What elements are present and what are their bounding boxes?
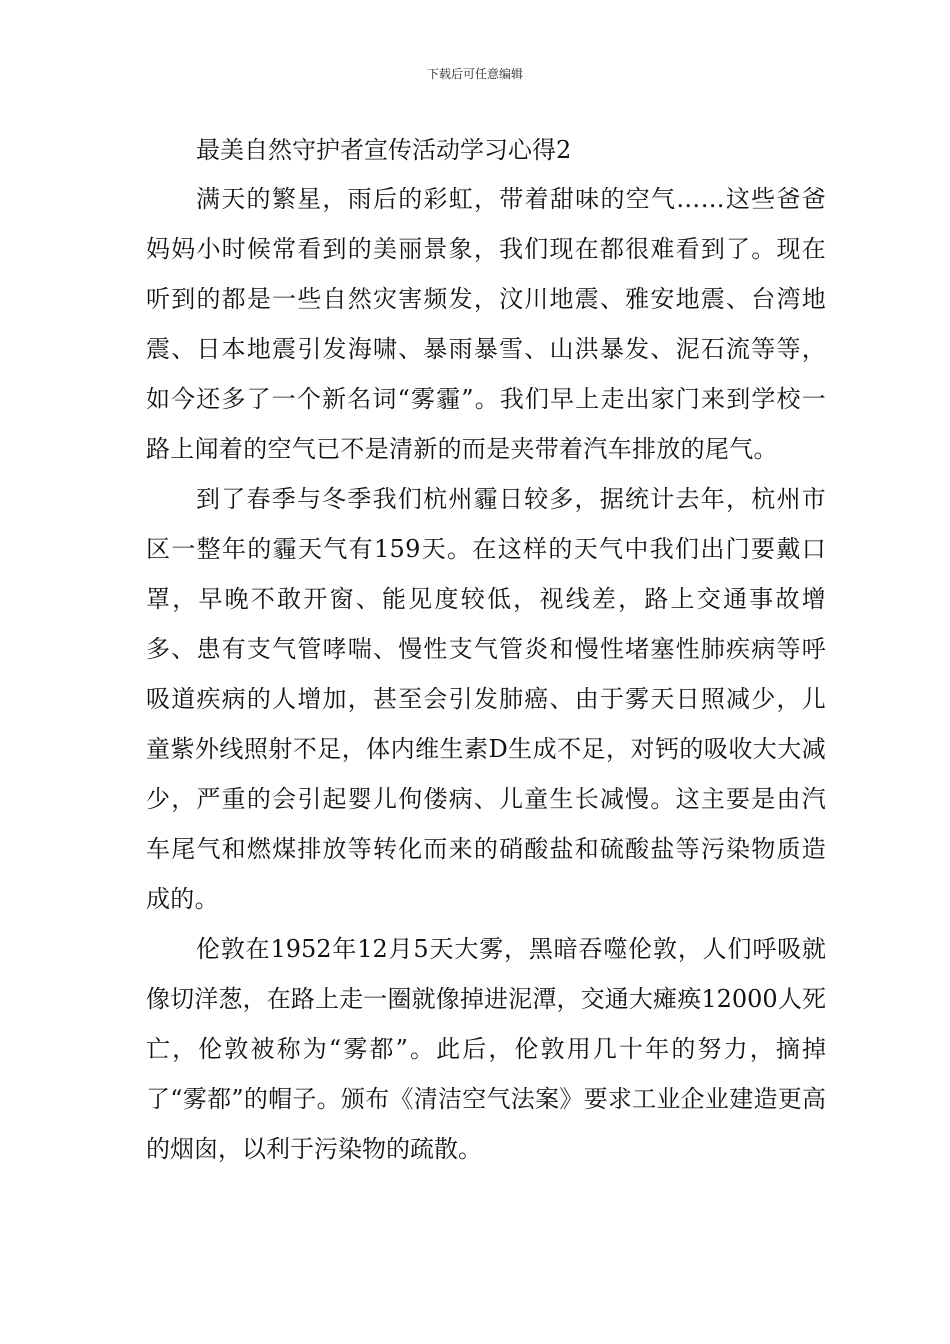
document-title: 最美自然守护者宣传活动学习心得2 — [196, 136, 572, 164]
document-body — [146, 126, 826, 1174]
paragraph-2: 到了春季与冬季我们杭州霾日较多，据统计去年，杭州市区一整年的霾天气有159天。在这样的天气中我们出门要戴口罩，早晚不敢开窗、能见度较低，视线差，路上交通事故增多、患有支气管哮喘、慢性支气管炎和慢性堵塞性肺疾病等呼吸道疾病的人增加，甚至会引发肺癌、由于雾天日照减少，儿童紫外线照射不足，体内维生素D生成不足，对钙的吸收大大减少，严重的会引起婴儿佝偻病、儿童生长减慢。这主要是由汽车尾气和燃煤排放等转化而来的硝酸盐和硫酸盐等污染物质造成的。 — [146, 485, 826, 913]
paragraph-1: 满天的繁星，雨后的彩虹，带着甜味的空气……这些爸爸妈妈小时候常看到的美丽景象，我们现在都很难看到了。现在听到的都是一些自然灾害频发，汶川地震、雅安地震、台湾地震、日本地震引发海啸、暴雨暴雪、山洪暴发、泥石流等等，如今还多了一个新名词“雾霾”。我们早上走出家门来到学校一路上闻着的空气已不是清新的而是夹带着汽车排放的尾气。 — [146, 185, 826, 463]
paragraph-3: 伦敦在1952年12月5天大雾，黑暗吞噬伦敦，人们呼吸就像切洋葱，在路上走一圈就像掉进泥潭，交通大瘫痪12000人死亡，伦敦被称为“雾都”。此后，伦敦用几十年的努力，摘掉了“雾都”的帽子。颁布《清洁空气法案》要求工业企业建造更高的烟囱，以利于污染物的疏散。 — [146, 935, 826, 1163]
page-header: 下载后可任意编辑 — [426, 67, 523, 81]
